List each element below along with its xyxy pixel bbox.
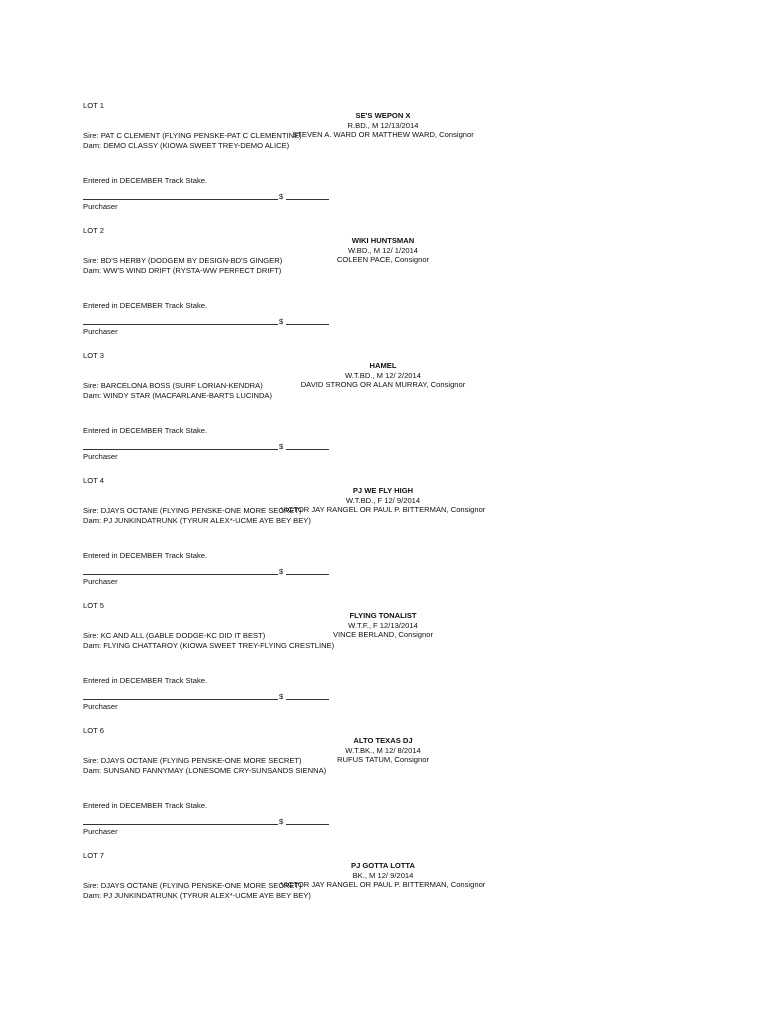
purchaser-signature-line[interactable] xyxy=(83,324,278,325)
consignor: VICTOR JAY RANGEL OR PAUL P. BITTERMAN, Consignor xyxy=(280,505,486,515)
sire: Sire: DJAYS OCTANE (FLYING PENSKE-ONE MORE SECRET) xyxy=(83,756,302,765)
lot-entry-2 xyxy=(83,226,503,351)
horse-info xyxy=(233,361,533,390)
price-amount-line[interactable] xyxy=(286,324,329,325)
purchaser-label: Purchaser xyxy=(83,702,118,711)
lot-label: LOT 3 xyxy=(83,351,104,360)
dollar-sign: $ xyxy=(279,817,284,826)
pedigree xyxy=(83,256,282,275)
consignor: VINCE BERLAND, Consignor xyxy=(332,630,434,640)
lot-entry-3 xyxy=(83,351,503,476)
horse-details: W.T.BD., F 12/ 9/2014 xyxy=(345,495,421,505)
sire: Sire: BARCELONA BOSS (SURF LORIAN-KENDRA) xyxy=(83,381,263,390)
purchaser-label: Purchaser xyxy=(83,827,118,836)
price-amount-line[interactable] xyxy=(286,824,329,825)
dam: Dam: WINDY STAR (MACFARLANE-BARTS LUCINDA) xyxy=(83,390,273,400)
price-amount-line[interactable] xyxy=(286,574,329,575)
lot-label: LOT 6 xyxy=(83,726,104,735)
consignor: VICTOR JAY RANGEL OR PAUL P. BITTERMAN, Consignor xyxy=(280,880,486,890)
dam: Dam: PJ JUNKINDATRUNK (TYRUR ALEX*-UCME AYE BEY BEY) xyxy=(83,515,311,525)
purchaser-signature-line[interactable] xyxy=(83,449,278,450)
lot-label: LOT 7 xyxy=(83,851,104,860)
price-amount-line[interactable] xyxy=(286,449,329,450)
lot-label: LOT 4 xyxy=(83,476,104,485)
sire: Sire: DJAYS OCTANE (FLYING PENSKE-ONE MORE SECRET) xyxy=(83,881,302,890)
stake-entry: Entered in DECEMBER Track Stake. xyxy=(83,301,208,310)
sire: Sire: DJAYS OCTANE (FLYING PENSKE-ONE MORE SECRET) xyxy=(83,506,302,515)
horse-name: PJ WE FLY HIGH xyxy=(352,486,414,495)
dam: Dam: SUNSAND FANNYMAY (LONESOME CRY-SUNSANDS SIENNA) xyxy=(83,765,327,775)
pedigree xyxy=(83,631,334,650)
horse-details: W.T.BK., M 12/ 8/2014 xyxy=(345,745,421,755)
horse-name: HAMEL xyxy=(369,361,397,370)
pedigree xyxy=(83,756,326,775)
dollar-sign: $ xyxy=(279,192,284,201)
horse-name: PJ GOTTA LOTTA xyxy=(351,861,415,870)
dam: Dam: DEMO CLASSY (KIOWA SWEET TREY-DEMO ALICE) xyxy=(83,140,290,150)
consignor: STEVEN A. WARD OR MATTHEW WARD, Consignor xyxy=(292,130,474,140)
lot-entry-5 xyxy=(83,601,503,726)
pedigree xyxy=(83,381,272,400)
stake-entry: Entered in DECEMBER Track Stake. xyxy=(83,551,208,560)
lot-label: LOT 1 xyxy=(83,101,104,110)
horse-name: FLYING TONALIST xyxy=(349,611,417,620)
lot-entry-6 xyxy=(83,726,503,851)
lot-label: LOT 5 xyxy=(83,601,104,610)
consignor: COLEEN PACE, Consignor xyxy=(336,255,430,265)
horse-name: ALTO TEXAS DJ xyxy=(353,736,413,745)
horse-details: W.T.BD., M 12/ 2/2014 xyxy=(345,370,421,380)
horse-details: W.T.F., F 12/13/2014 xyxy=(348,620,418,630)
purchaser-signature-line[interactable] xyxy=(83,574,278,575)
lot-entry-4 xyxy=(83,476,503,601)
purchaser-label: Purchaser xyxy=(83,327,118,336)
horse-name: SE'S WEPON X xyxy=(355,111,411,120)
lot-entry-1 xyxy=(83,101,503,226)
horse-details: W.BD., M 12/ 1/2014 xyxy=(347,245,419,255)
horse-details: R.BD., M 12/13/2014 xyxy=(347,120,419,130)
horse-name: WIKI HUNTSMAN xyxy=(351,236,415,245)
sire: Sire: PAT C CLEMENT (FLYING PENSKE-PAT C CLEMENTINE) xyxy=(83,131,302,140)
sire: Sire: BD'S HERBY (DODGEM BY DESIGN-BD'S GINGER) xyxy=(83,256,283,265)
pedigree xyxy=(83,506,311,525)
pedigree xyxy=(83,881,311,900)
lot-entry-7 xyxy=(83,851,503,911)
stake-entry: Entered in DECEMBER Track Stake. xyxy=(83,676,208,685)
dam: Dam: WW'S WIND DRIFT (RYSTA-WW PERFECT DRIFT) xyxy=(83,265,282,275)
purchaser-label: Purchaser xyxy=(83,452,118,461)
purchaser-signature-line[interactable] xyxy=(83,699,278,700)
purchaser-label: Purchaser xyxy=(83,202,118,211)
dollar-sign: $ xyxy=(279,692,284,701)
lot-label: LOT 2 xyxy=(83,226,104,235)
purchaser-label: Purchaser xyxy=(83,577,118,586)
dollar-sign: $ xyxy=(279,567,284,576)
pedigree xyxy=(83,131,302,150)
stake-entry: Entered in DECEMBER Track Stake. xyxy=(83,176,208,185)
sire: Sire: KC AND ALL (GABLE DODGE-KC DID IT BEST) xyxy=(83,631,266,640)
price-amount-line[interactable] xyxy=(286,699,329,700)
dam: Dam: PJ JUNKINDATRUNK (TYRUR ALEX*-UCME AYE BEY BEY) xyxy=(83,890,311,900)
dollar-sign: $ xyxy=(279,317,284,326)
dam: Dam: FLYING CHATTAROY (KIOWA SWEET TREY-FLYING CRESTLINE) xyxy=(83,640,335,650)
dollar-sign: $ xyxy=(279,442,284,451)
purchaser-signature-line[interactable] xyxy=(83,199,278,200)
stake-entry: Entered in DECEMBER Track Stake. xyxy=(83,801,208,810)
stake-entry: Entered in DECEMBER Track Stake. xyxy=(83,426,208,435)
purchaser-signature-line[interactable] xyxy=(83,824,278,825)
consignor: RUFUS TATUM, Consignor xyxy=(337,755,429,765)
price-amount-line[interactable] xyxy=(286,199,329,200)
consignor: DAVID STRONG OR ALAN MURRAY, Consignor xyxy=(300,380,466,390)
horse-details: BK., M 12/ 9/2014 xyxy=(352,870,414,880)
